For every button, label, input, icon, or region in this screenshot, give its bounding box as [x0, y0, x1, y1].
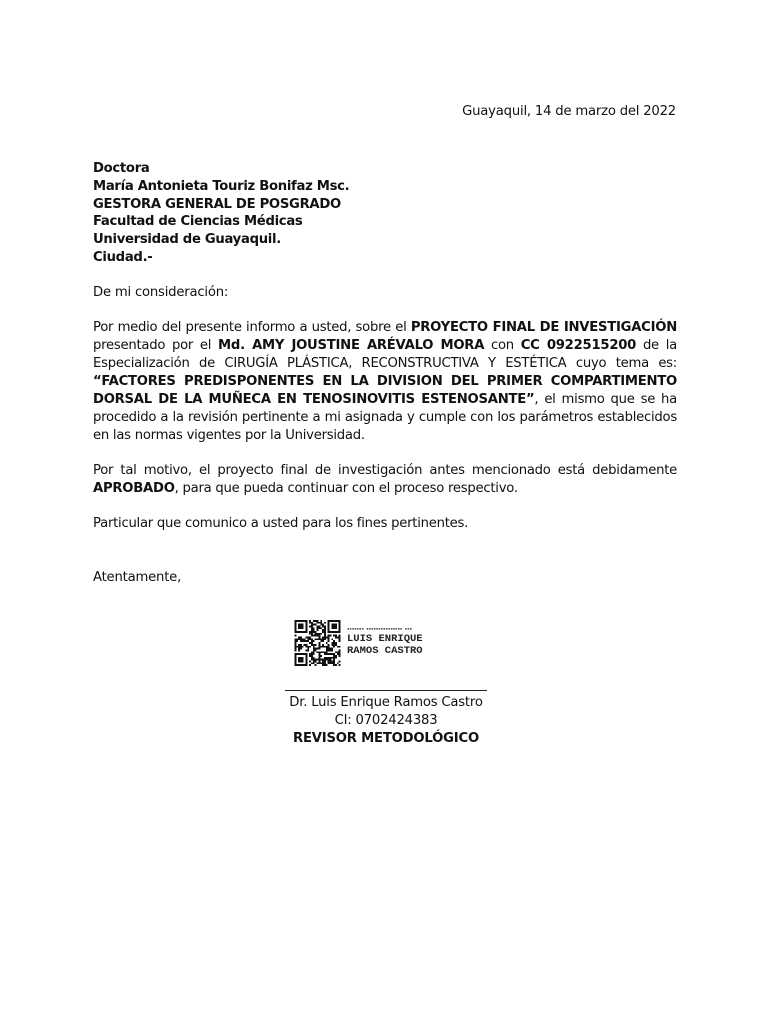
recipient-title: Doctora [93, 161, 150, 176]
student-name: Md. AMY JOUSTINE ARÉVALO MORA [218, 338, 485, 353]
paragraph-text: , el mismo que se ha procedido a la revisión pertinente a mi asignada y cumple con los parámetros establecidos en las normas vigentes por la Universidad. [93, 392, 677, 443]
qr-code-icon [293, 620, 342, 666]
letter-date: Guayaquil, 14 de marzo del 2022 [462, 104, 676, 119]
approval-status: APROBADO [93, 481, 175, 496]
esign-name-line-2: RAMOS CASTRO [347, 645, 423, 657]
paragraph-text: , para que pueda continuar con el proceso respectivo. [174, 481, 518, 496]
recipient-block [93, 160, 349, 267]
paragraph-text: Por medio del presente informo a usted, sobre el [93, 320, 411, 335]
closing: Atentamente, [93, 570, 182, 585]
paragraph-text: presentado por el [93, 338, 219, 353]
paragraph-text: de la Especialización de CIRUGÍA PLÁSTICA, RECONSTRUCTIVA Y ESTÉTICA cuyo tema es: [93, 338, 677, 371]
recipient-position: GESTORA GENERAL DE POSGRADO [93, 196, 341, 212]
body-paragraph-2 [93, 462, 677, 498]
signature-block [236, 694, 536, 748]
signature-line [285, 690, 487, 691]
esign-name-line-1: LUIS ENRIQUE [347, 633, 423, 645]
signer-role: REVISOR METODOLÓGICO [293, 731, 479, 746]
esign-name [347, 633, 423, 657]
thesis-title: “FACTORES PREDISPONENTES EN LA DIVISION DEL PRIMER COMPARTIMENTO DORSAL DE LA MUÑECA EN TENOSINOVITIS ESTENOSANTE” [93, 374, 677, 407]
paragraph-text: con [484, 338, 521, 353]
electronic-signature [293, 620, 443, 670]
recipient-university: Universidad de Guayaquil. [93, 232, 281, 248]
paragraph-text: Por tal motivo, el proyecto final de investigación antes mencionado está debidamente [93, 463, 677, 478]
recipient-name: María Antonieta Touriz Bonifaz Msc. [93, 178, 350, 194]
greeting: De mi consideración: [93, 285, 229, 300]
recipient-faculty: Facultad de Ciencias Médicas [93, 214, 303, 230]
signer-name: Dr. Luis Enrique Ramos Castro [289, 695, 483, 710]
esign-caption: ▪▪▪▪▪▪▪ ▪▪▪▪▪▪▪▪▪▪▪▪▪▪▪ ▪▪▪ [347, 626, 413, 631]
project-label: PROYECTO FINAL DE INVESTIGACIÓN [410, 320, 677, 335]
body-paragraph-1 [93, 319, 677, 445]
recipient-city: Ciudad.- [93, 249, 153, 265]
signer-id: CI: 0702424383 [334, 713, 438, 728]
body-paragraph-3: Particular que comunico a usted para los fines pertinentes. [93, 516, 469, 531]
student-id: CC 0922515200 [520, 338, 637, 353]
